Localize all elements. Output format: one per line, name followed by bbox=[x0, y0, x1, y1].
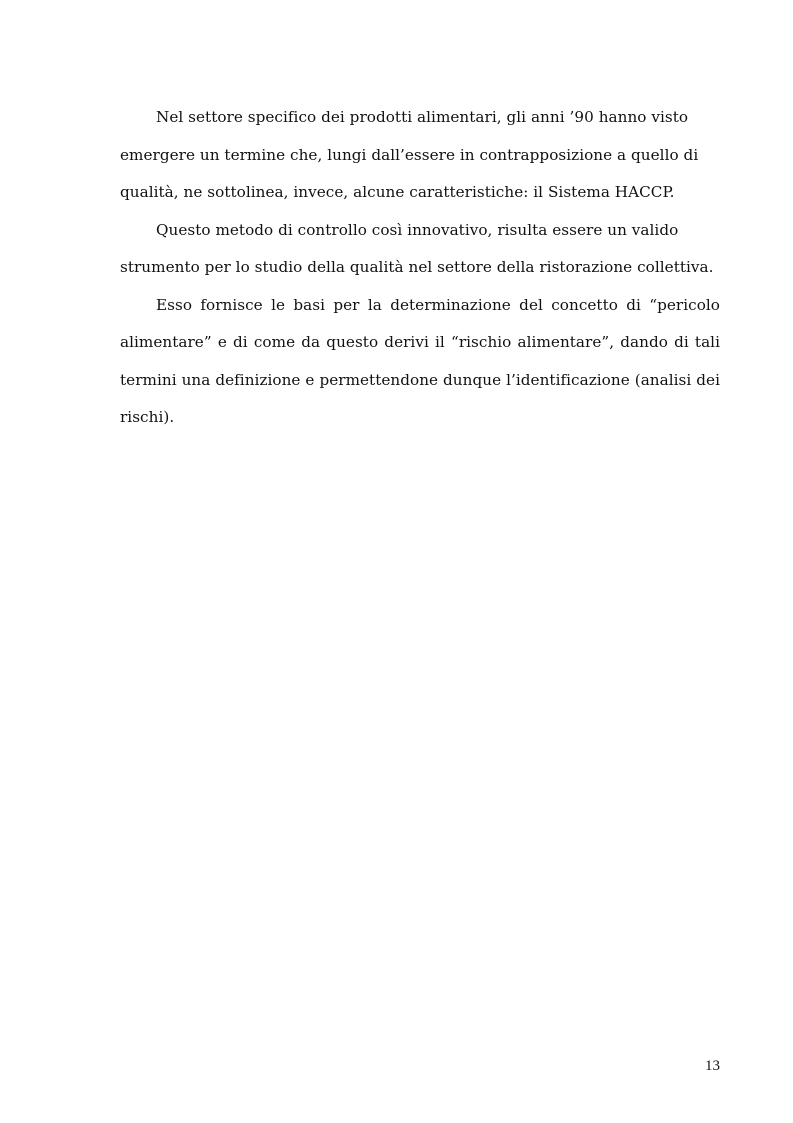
paragraph-food-risk-definition bbox=[120, 287, 720, 437]
paragraph-line: Nel settore specifico dei prodotti alimentari, gli anni ’90 hanno visto bbox=[156, 108, 689, 126]
paragraph-line: strumento per lo studio della qualità nel settore della ristorazione collettiva. bbox=[120, 258, 714, 276]
paragraph-line: alimentare” e di come da questo derivi il “rischio alimentare”, dando di tali bbox=[120, 333, 720, 351]
body-text bbox=[120, 99, 720, 437]
page-number: 13 bbox=[705, 1058, 720, 1074]
paragraph-line: Questo metodo di controllo così innovativo, risulta essere un valido bbox=[156, 220, 679, 239]
paragraph-line: termini una definizione e permettendone dunque l’identificazione (analisi dei bbox=[120, 370, 720, 389]
paragraph-line: emergere un termine che, lungi dall’essere in contrapposizione a quello di bbox=[120, 145, 699, 164]
paragraph-haccp-introduction bbox=[120, 99, 720, 212]
paragraph-line: Esso fornisce le basi per la determinazione del concetto di “pericolo bbox=[156, 295, 720, 314]
paragraph-control-method bbox=[120, 212, 720, 287]
paragraph-line: rischi). bbox=[120, 408, 175, 426]
paragraph-line: qualità, ne sottolinea, invece, alcune caratteristiche: il Sistema HACCP. bbox=[120, 183, 675, 201]
